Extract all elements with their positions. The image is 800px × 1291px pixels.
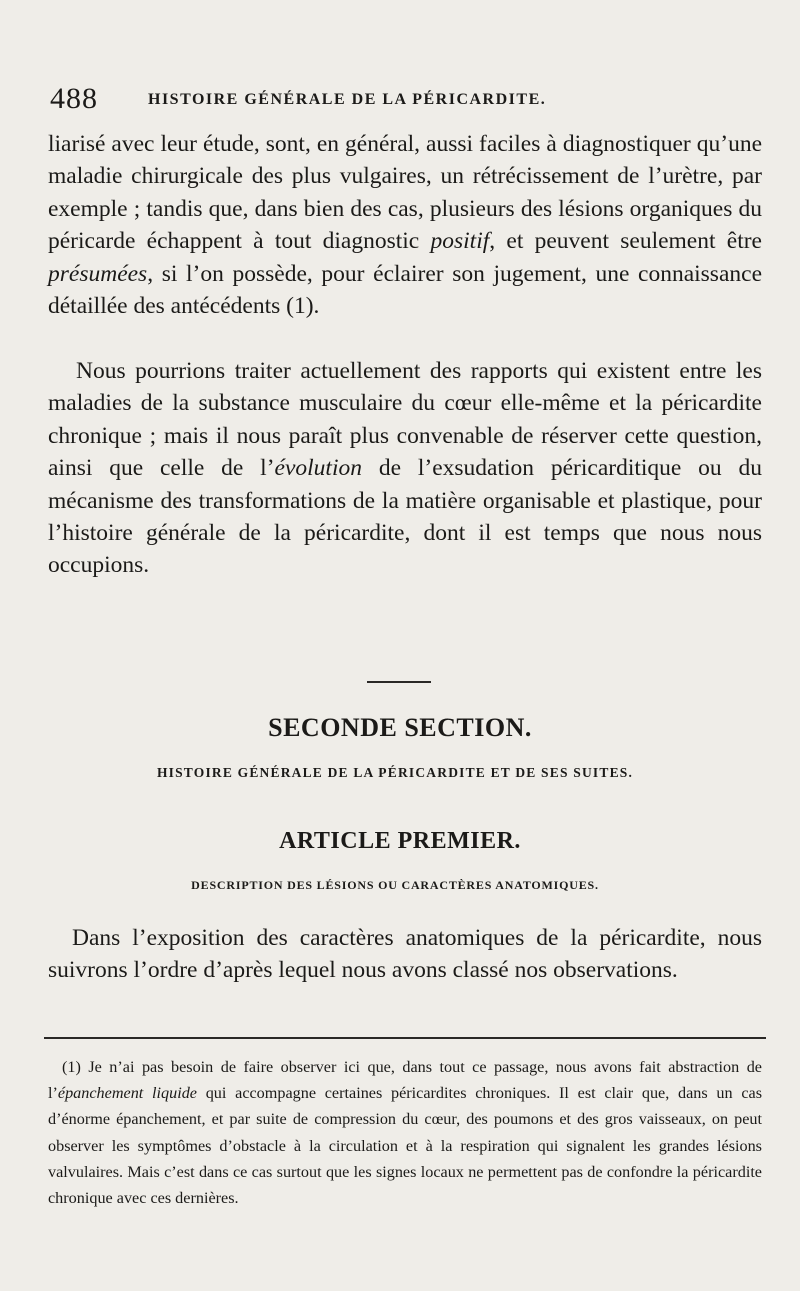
section-title: SECONDE SECTION. [268,713,532,742]
running-head: HISTOIRE GÉNÉRALE DE LA PÉRICARDITE. [148,91,547,108]
paragraph-3: Dans l’exposition des caractères anatomiques de la péricardite, nous suivrons l’ordre d’après lequel nous avons classé nos observations. [48,925,762,984]
footnote-rule [44,1037,766,1039]
section-subtitle: HISTOIRE GÉNÉRALE DE LA PÉRICARDITE ET DE SES SUITES. [156,765,634,780]
page-number: 488 [50,82,98,115]
paragraph-1-italic-2: présumées [48,260,148,287]
paragraph-2 [48,355,762,582]
page-header [48,82,768,118]
article-title: ARTICLE PREMIER. [279,828,521,854]
paragraph-1 [48,128,762,322]
footnote-italic-1: épanchement liquide [57,1084,197,1103]
paragraph-2-italic-1: évolution [274,455,362,482]
paragraph-1-text-c: , si l’on possède, pour éclairer son jugement, une connaissance détaillée des antécédents (1). [48,260,762,320]
footnote [48,1054,762,1211]
paragraph-1-text-a: liarisé avec leur étude, sont, en général, aussi faciles à diagnostiquer qu’une maladie chirurgicale des plus vulgaires, un rétrécissement de l’urètre, par exemple ; tandis que, dans bien des cas, plusieurs des lésions organiques du péricarde échappent à tout diagnostic [48,131,762,255]
footnote-text-a: (1) Je n’ai pas besoin de faire observer ici que, dans tout ce passage, nous avons fait abstraction de l’ [48,1058,762,1103]
section-divider [367,681,431,683]
paragraph-1-italic-1: positif [430,228,490,255]
paragraph-1-text-b: , et peuvent seulement être [489,228,762,255]
footnote-text-b: qui accompagne certaines péricardites chroniques. Il est clair que, dans un cas d’énorme épanchement, et par suite de compression du cœur, des poumons et des gros vaisseaux, on peut observer les symptômes d’obstacle à la circulation et à la respiration qui signalent les grandes lésions valvulaires. Mais c’est dans ce cas surtout que les signes locaux ne permettent pas de confondre la péricardite chronique avec ces dernières. [48,1084,762,1208]
article-subtitle: DESCRIPTION DES LÉSIONS OU CARACTÈRES ANATOMIQUES. [191,878,599,892]
paragraph-2-text-a: Nous pourrions traiter actuellement des rapports qui existent entre les maladies de la substance musculaire du cœur elle-même et la péricardite chronique ; mais il nous paraît plus convenable de réserver cette question, ainsi que celle de l’ [48,358,762,482]
paragraph-2-text-b: de l’exsudation péricarditique ou du mécanisme des transformations de la matière organisable et plastique, pour l’histoire générale de la péricardite, dont il est temps que nous nous occupions. [48,455,763,579]
